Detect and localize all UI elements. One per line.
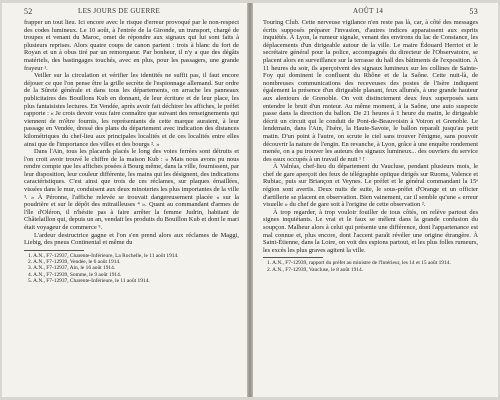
page-number: 53: [469, 7, 478, 16]
footnote: 1. A.N., F7-12939, rapport du préfet au ministre de l'Intérieur, les 14 et 15 août 1914.: [267, 260, 451, 267]
right-page-body: [263, 19, 478, 254]
paragraph: L'ardeur destructrice gagne et l'on s'en prend alors aux réclames de Maggi, Liebig, des pneus Continental et même du: [24, 231, 239, 247]
paragraph: frapper un tout lieu. Ici encore avec le risque d'erreur provoqué par le non-respect des codes lumineux. Le 10 août, à l'entrée de la Gironde, un transport, chargé de troupes et venant du Maroc, omet de répondre aux signaux qui lui sont faits à plusieurs reprises. Alors quatre coups de canon partent : trois à blanc du fort de Royan et un à obus tiré par un remorqueur. Par bonheur, il n'y a que des dégâts matériels, des bastingages touchés, avec en plus, pour les passagers, une grande frayeur ¹.: [24, 19, 239, 72]
paragraph: À Valréas, chef-lieu du département du Vaucluse, pendant plusieurs mois, le chef de gare aperçoit des feux de télégraphie optique dirigés sur Ruoms, Valence et Rubiac, puis sur Briançon et Veynes. Le préfet et le général commandant la 15ᵉ région sont avertis. Deux nuits de suite, le sous-préfet d'Orange et un officier d'artillerie se placent en observation. Bien vainement, car il semble qu'une « erreur visuelle » du chef de gare soit à l'origine de cette observation ².: [263, 163, 478, 209]
footnotes: [263, 260, 478, 273]
footnote-rule: [263, 257, 323, 258]
left-page-header: [24, 7, 239, 19]
footnote: 4. A.N., F7-12939, Somme, le 9 août 1914.: [28, 271, 122, 278]
footnotes: [24, 253, 239, 284]
footnote: 2. A.N., F7-12939, Vendée, le 6 août 1914.: [28, 259, 121, 266]
paragraph: Touring Club. Cette nerveuse vigilance n'en reste pas là, car, à côté des messages écrits supposés préparer l'invasion, d'autres indices apparaissent aux esprits inquiétés. À Lyon, la rumeur signale, venant des environs du lac de Constance, les déplacements d'un dirigeable autour de la ville. Le maire Édouard Herriot et le secrétaire général pour la police, accompagnés du directeur de l'Observatoire, se placent alors en surveillance sur la terrasse du hall des bâtiments de l'exposition. À 11 heures du soir, ils aperçoivent des signaux lumineux sur les collines de Sainte-Foy qui dominent le confluent du Rhône et de la Saône. Cette nuit-là, de nombreuses communications des receveuses des postes de l'Isère indiquent également la présence d'un dirigeable planant, feux allumés, à une grande hauteur aux alentours de Grenoble. On voit distinctement deux feux superposés sans entendre le bruit d'un moteur. Au même moment, à la Saône, une auto suspecte passe dans la direction du ballon. De 21 heures à 1 heure du matin, le dirigeable décrit un circuit qui le conduit de Pont-de-Beauvoisin à Voiron et Grenoble. Le lendemain, dans l'Ain, l'Isère, la Haute-Savoie, le ballon reparaît jusqu'au petit matin. D'un point à l'autre, on scrute le ciel sans trouver l'énigme, sans pouvoir découvrir la nature de l'engin. En revanche, à Lyon, grâce à une enquête rondement menée, on a pu trouver les auteurs des signaux lumineux... des ouvriers du service des eaux occupés à un travail de nuit ¹ !: [263, 19, 478, 163]
footnote: 3. A.N., F7-12937, Ain, le 16 août 1914.: [28, 265, 116, 272]
footnote-rule: [24, 250, 84, 251]
running-head: AOÛT 14: [353, 7, 384, 15]
left-page-body: [24, 19, 239, 247]
footnote: 5. A.N., F7-12937, Charente-Inférieure, le 11 août 1914.: [28, 278, 150, 284]
right-page: [253, 3, 498, 397]
left-page: [2, 3, 247, 397]
footnote: 1. A.N., F7-12937, Charente-Inférieure, La Rochelle, le 11 août 1914.: [28, 252, 179, 259]
footnote: 2. A.N., F7-12939, Vaucluse, le 8 août 1914.: [267, 266, 364, 273]
right-page-header: [263, 7, 478, 19]
paragraph: Dans l'Ain, tous les placards placés le long des voies ferrées sont détruits et l'on croit avoir trouvé le chiffre de la maison Kub : « Mais nous avons pu nous rendre compte que les affiches posées à Bourg même, dans la ville, fournissent, par leur disposition, leur couleur différente, les mains qui les désignent, des indications caractéristiques. C'est ainsi que trois de ces réclames, sur plaques émaillées, vissées dans le mur, conduisent aux deux minoteries les plus importantes de la ville ³. » À Péronne, l'affiche relevée se trouvait dangereusement placée « sur la poudrière et sur le dépôt des mitrailleuses ⁴ ». Quant au commandant d'armes de l'île d'Oléron, il n'hésite pas à faire arrêter la femme Judrin, habitant de Châtelaillon qui, depuis un an, vendait les produits du Bouillon Kub et dont le mari était voyageur de commerce ⁵.: [24, 148, 239, 232]
paragraph: Veiller sur la circulation et vérifier les identités ne suffit pas, il faut encore déjouer ce que l'on pense être la grille secrète de l'espionnage allemand. Sur ordre de la Sûreté générale et dans tous les départements, on arrache les panneaux publicitaires des Bouillons Kub en donnant, de leur écriture et de leur place, les plus fantaisistes lectures. En Vendée, après avoir fait déchirer les affiches, le préfet rapporte : « Je crois devoir vous faire connaître que suivant des renseignements qui viennent de m'être fournis, les représentants de cette marque auraient, à leur passage en Vendée, dressé des plans du département avec indication des distances kilométriques du chef-lieu aux principales localités et de ces localités entre elles ainsi que de l'importance des villes et des bourgs ². »: [24, 72, 239, 148]
page-number: 52: [24, 7, 33, 16]
paragraph: À trop regarder, à trop vouloir fouiller de tous côtés, on relève partout des signes inquiétants. Le vrai et le faux se mêlent dans la grande confusion du soupçon. Malheur alors à celui qui présente une différence, dont l'appartenance est mal connue et, plus encore, dont l'accent paraît révéler une origine étrangère. À Saint-Étienne, dans la Loire, on voit des espions partout, et les plus folles rumeurs, les excès les plus graves agitent la ville.: [263, 208, 478, 254]
running-head: LES JOURS DE GUERRE: [78, 7, 161, 15]
